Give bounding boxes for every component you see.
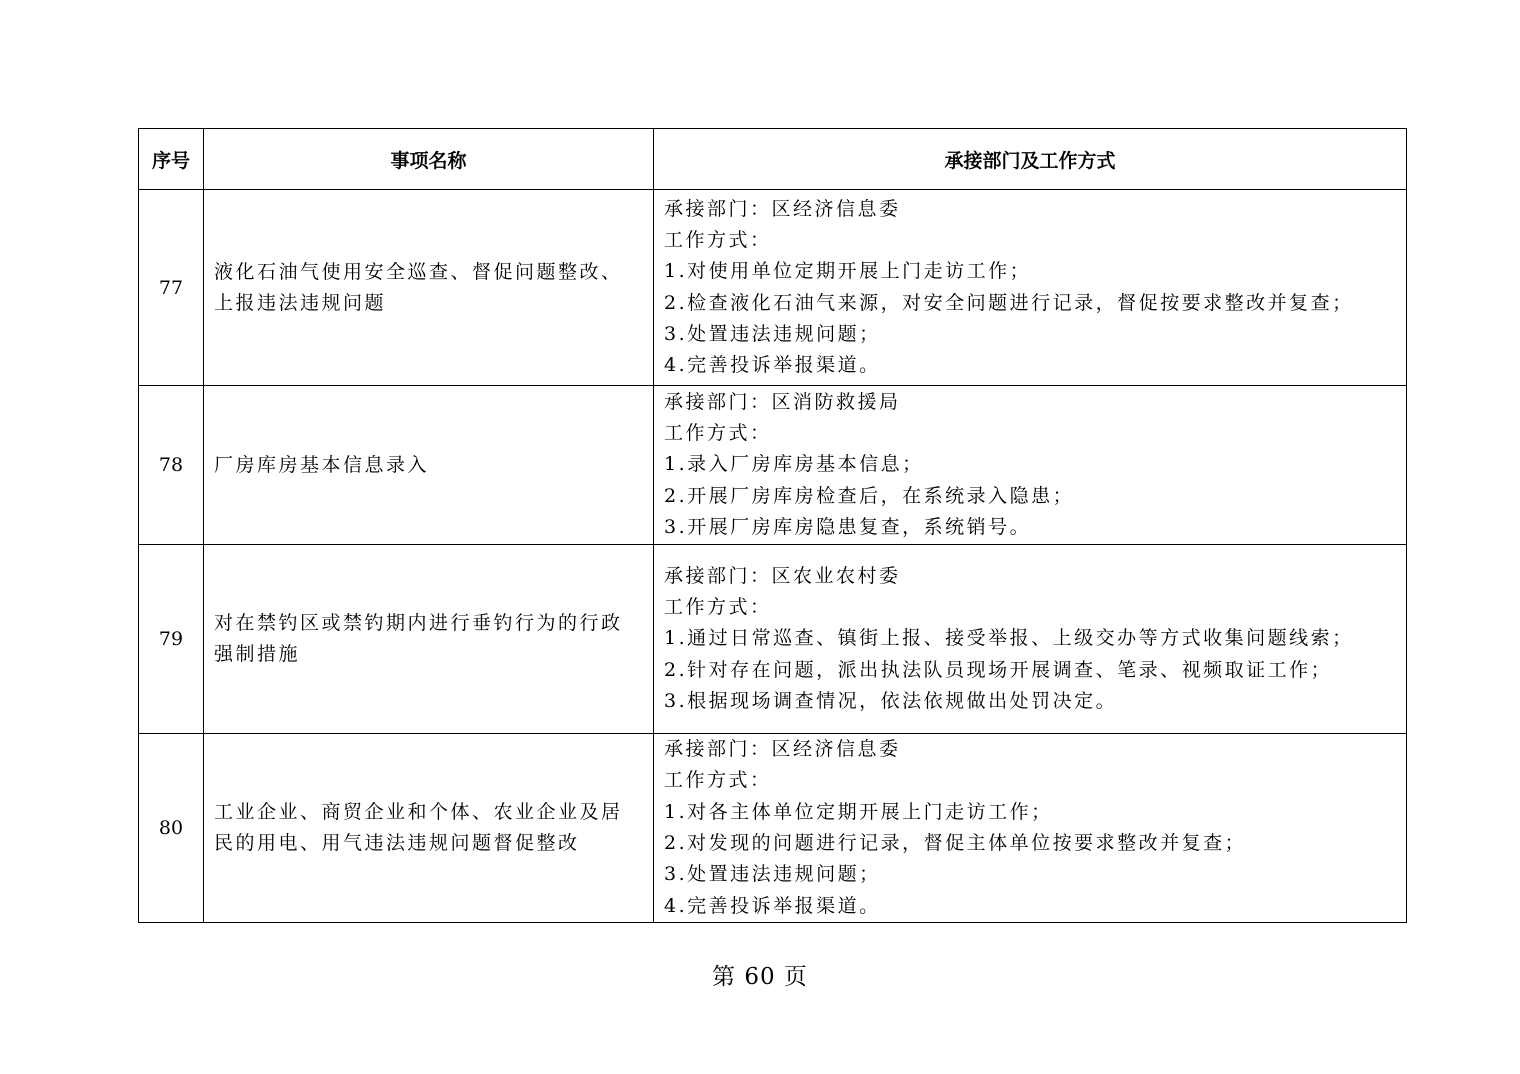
dept-line: 承接部门：区农业农村委 [664, 564, 901, 587]
header-no: 序号 [139, 129, 204, 190]
method-step: 1.录入厂房库房基本信息； [664, 453, 924, 476]
method-step: 3.处置违法违规问题； [664, 863, 881, 886]
method-label: 工作方式： [664, 422, 772, 445]
dept-and-method [654, 190, 1407, 386]
header-dept: 承接部门及工作方式 [654, 129, 1407, 190]
dept-line: 承接部门：区经济信息委 [664, 738, 901, 761]
method-step: 3.处置违法违规问题； [664, 322, 881, 345]
table-row [139, 734, 1407, 923]
method-step: 4.完善投诉举报渠道。 [664, 354, 881, 377]
method-step: 2.对发现的问题进行记录，督促主体单位按要求整改并复查； [664, 832, 1247, 854]
table-row [139, 386, 1407, 545]
dept-and-method [654, 545, 1407, 734]
dept-and-method [654, 386, 1407, 545]
table-header-row [139, 129, 1407, 190]
method-step: 1.对使用单位定期开展上门走访工作； [664, 260, 1032, 283]
row-number: 80 [139, 734, 204, 923]
matter-name: 液化石油气使用安全巡查、督促问题整改、上报违法违规问题 [204, 190, 654, 386]
method-step: 2.开展厂房库房检查后，在系统录入隐患； [664, 484, 1075, 507]
method-step: 1.对各主体单位定期开展上门走访工作； [664, 800, 1053, 823]
method-label: 工作方式： [664, 228, 772, 251]
matters-table [138, 128, 1407, 923]
matter-name: 工业企业、商贸企业和个体、农业企业及居民的用电、用气违法违规问题督促整改 [204, 734, 654, 923]
method-step: 2.针对存在问题，派出执法队员现场开展调查、笔录、视频取证工作； [664, 658, 1333, 681]
header-name: 事项名称 [204, 129, 654, 190]
dept-and-method [654, 734, 1407, 923]
method-step: 4.完善投诉举报渠道。 [664, 894, 881, 917]
page-number: 第 60 页 [712, 964, 808, 990]
method-step: 2.检查液化石油气来源，对安全问题进行记录，督促按要求整改并复查； [664, 291, 1354, 314]
method-step: 3.开展厂房库房隐患复查，系统销号。 [664, 515, 1032, 538]
matter-name: 厂房库房基本信息录入 [204, 386, 654, 545]
method-step: 1.通过日常巡查、镇街上报、接受举报、上级交办等方式收集问题线索； [664, 627, 1354, 650]
method-step: 3.根据现场调查情况，依法依规做出处罚决定。 [664, 689, 1118, 712]
method-label: 工作方式： [664, 596, 772, 619]
row-number: 78 [139, 386, 204, 545]
dept-line: 承接部门：区经济信息委 [664, 197, 901, 220]
table-row [139, 190, 1407, 386]
method-label: 工作方式： [664, 769, 772, 792]
row-number: 77 [139, 190, 204, 386]
table-row [139, 545, 1407, 734]
matter-name: 对在禁钓区或禁钓期内进行垂钓行为的行政强制措施 [204, 545, 654, 734]
row-number: 79 [139, 545, 204, 734]
dept-line: 承接部门：区消防救援局 [664, 390, 901, 413]
